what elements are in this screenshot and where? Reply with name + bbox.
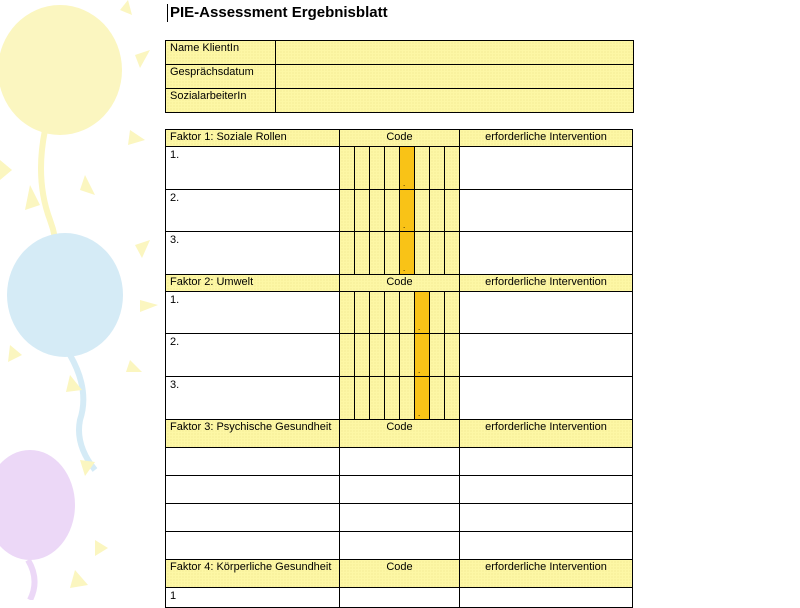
factor-1-item-row xyxy=(166,190,633,232)
factor-2-item-row xyxy=(166,292,633,334)
factor-1-label: Faktor 1: Soziale Rollen xyxy=(166,130,340,147)
factor-1-code-header: Code xyxy=(340,130,460,147)
factor-1-item-label[interactable]: 3. xyxy=(166,232,340,275)
factor-2-label: Faktor 2: Umwelt xyxy=(166,275,340,292)
factor-3-item-cell[interactable] xyxy=(166,532,340,560)
factor-3-intervention-cell[interactable] xyxy=(460,476,633,504)
factor-2-code-cells[interactable] xyxy=(340,377,460,420)
code-column[interactable] xyxy=(414,232,429,274)
factor-2-code-cells[interactable] xyxy=(340,334,460,377)
code-column[interactable] xyxy=(444,334,459,376)
factor-2-intervention-header: erforderliche Intervention xyxy=(460,275,633,292)
factor-2-intervention-cell[interactable] xyxy=(460,334,633,377)
code-column[interactable] xyxy=(369,232,384,274)
factor-2-intervention-cell[interactable] xyxy=(460,292,633,334)
factor-4-header xyxy=(166,560,633,588)
code-column[interactable] xyxy=(369,377,384,419)
code-column[interactable] xyxy=(399,334,414,376)
factor-3-row xyxy=(166,448,633,476)
code-column[interactable] xyxy=(399,377,414,419)
factor-2-item-label[interactable]: 3. xyxy=(166,377,340,420)
code-column[interactable] xyxy=(369,147,384,189)
code-column[interactable] xyxy=(340,232,354,274)
factor-1-header xyxy=(166,130,633,147)
code-column[interactable] xyxy=(444,377,459,419)
info-label-client: Name KlientIn xyxy=(166,41,276,65)
factor-3-header xyxy=(166,420,633,448)
code-column[interactable] xyxy=(384,377,399,419)
code-column[interactable] xyxy=(414,147,429,189)
factor-1-item-row xyxy=(166,147,633,190)
info-label-date: Gesprächsdatum xyxy=(166,65,276,89)
code-column[interactable] xyxy=(444,190,459,231)
factor-3-intervention-cell[interactable] xyxy=(460,532,633,560)
code-column[interactable] xyxy=(354,377,369,419)
factor-1-intervention-cell[interactable] xyxy=(460,147,633,190)
factor-3-intervention-cell[interactable] xyxy=(460,504,633,532)
code-column[interactable] xyxy=(340,334,354,376)
factor-4-intervention-header: erforderliche Intervention xyxy=(460,560,633,588)
factor-2-code-header: Code xyxy=(340,275,460,292)
code-dot: . xyxy=(418,409,421,418)
code-column[interactable] xyxy=(384,292,399,333)
factor-1-intervention-cell[interactable] xyxy=(460,232,633,275)
code-column[interactable] xyxy=(399,292,414,333)
factor-1-code-cells[interactable] xyxy=(340,232,460,275)
info-value-client[interactable] xyxy=(276,41,634,65)
code-column[interactable] xyxy=(444,232,459,274)
factor-3-intervention-cell[interactable] xyxy=(460,448,633,476)
code-column[interactable] xyxy=(354,190,369,231)
info-value-date[interactable] xyxy=(276,65,634,89)
factor-4-item-label[interactable]: 1 xyxy=(166,588,340,608)
code-column[interactable] xyxy=(399,147,414,189)
code-column[interactable] xyxy=(354,232,369,274)
code-column[interactable] xyxy=(414,292,429,333)
code-column[interactable] xyxy=(399,190,414,231)
code-dot: . xyxy=(418,323,421,332)
factor-table xyxy=(165,129,633,608)
factor-3-item-cell[interactable] xyxy=(166,504,340,532)
factor-3-code-cell[interactable] xyxy=(340,532,460,560)
code-column[interactable] xyxy=(369,190,384,231)
factor-1-item-label[interactable]: 2. xyxy=(166,190,340,232)
code-column[interactable] xyxy=(354,292,369,333)
code-column[interactable] xyxy=(414,190,429,231)
code-dot: . xyxy=(403,221,406,230)
code-column[interactable] xyxy=(429,377,444,419)
factor-1-code-cells[interactable] xyxy=(340,147,460,190)
code-column[interactable] xyxy=(414,334,429,376)
code-column[interactable] xyxy=(429,190,444,231)
factor-4-label: Faktor 4: Körperliche Gesundheit xyxy=(166,560,340,588)
code-column[interactable] xyxy=(429,292,444,333)
factor-2-header xyxy=(166,275,633,292)
client-info-table xyxy=(165,40,634,113)
factor-4-code-cell[interactable] xyxy=(340,588,460,608)
code-column[interactable] xyxy=(354,147,369,189)
code-dot: . xyxy=(418,366,421,375)
factor-1-code-cells[interactable] xyxy=(340,190,460,232)
factor-2-item-row xyxy=(166,334,633,377)
code-column[interactable] xyxy=(340,377,354,419)
code-column[interactable] xyxy=(354,334,369,376)
code-column[interactable] xyxy=(384,190,399,231)
factor-4-item-row xyxy=(166,588,633,608)
code-column[interactable] xyxy=(340,147,354,189)
factor-2-code-cells[interactable] xyxy=(340,292,460,334)
factor-3-code-cell[interactable] xyxy=(340,504,460,532)
code-column[interactable] xyxy=(429,147,444,189)
code-column[interactable] xyxy=(340,292,354,333)
factor-3-item-cell[interactable] xyxy=(166,448,340,476)
factor-4-intervention-cell[interactable] xyxy=(460,588,633,608)
factor-2-intervention-cell[interactable] xyxy=(460,377,633,420)
info-row-social-worker xyxy=(166,89,634,113)
factor-3-row xyxy=(166,476,633,504)
code-column[interactable] xyxy=(444,147,459,189)
factor-3-code-cell[interactable] xyxy=(340,448,460,476)
code-column[interactable] xyxy=(444,292,459,333)
code-column[interactable] xyxy=(399,232,414,274)
factor-1-item-label[interactable]: 1. xyxy=(166,147,340,190)
factor-2-item-row xyxy=(166,377,633,420)
info-row-client xyxy=(166,41,634,65)
factor-3-intervention-header: erforderliche Intervention xyxy=(460,420,633,448)
factor-3-code-header: Code xyxy=(340,420,460,448)
code-column[interactable] xyxy=(384,147,399,189)
factor-1-intervention-cell[interactable] xyxy=(460,190,633,232)
factor-3-label: Faktor 3: Psychische Gesundheit xyxy=(166,420,340,448)
code-column[interactable] xyxy=(429,334,444,376)
factor-4-code-header: Code xyxy=(340,560,460,588)
factor-2-item-label[interactable]: 1. xyxy=(166,292,340,334)
code-column[interactable] xyxy=(340,190,354,231)
factor-3-row xyxy=(166,504,633,532)
info-label-social-worker: SozialarbeiterIn xyxy=(166,89,276,113)
code-column[interactable] xyxy=(429,232,444,274)
code-column[interactable] xyxy=(369,334,384,376)
code-dot: . xyxy=(403,179,406,188)
factor-3-code-cell[interactable] xyxy=(340,476,460,504)
info-row-date xyxy=(166,65,634,89)
factor-3-row xyxy=(166,532,633,560)
code-column[interactable] xyxy=(384,232,399,274)
info-value-social-worker[interactable] xyxy=(276,89,634,113)
document-title[interactable]: PIE-Assessment Ergebnisblatt xyxy=(167,4,388,22)
code-column[interactable] xyxy=(384,334,399,376)
factor-2-item-label[interactable]: 2. xyxy=(166,334,340,377)
factor-1-intervention-header: erforderliche Intervention xyxy=(460,130,633,147)
code-column[interactable] xyxy=(369,292,384,333)
factor-1-item-row xyxy=(166,232,633,275)
code-column[interactable] xyxy=(414,377,429,419)
code-dot: . xyxy=(403,264,406,273)
factor-3-item-cell[interactable] xyxy=(166,476,340,504)
